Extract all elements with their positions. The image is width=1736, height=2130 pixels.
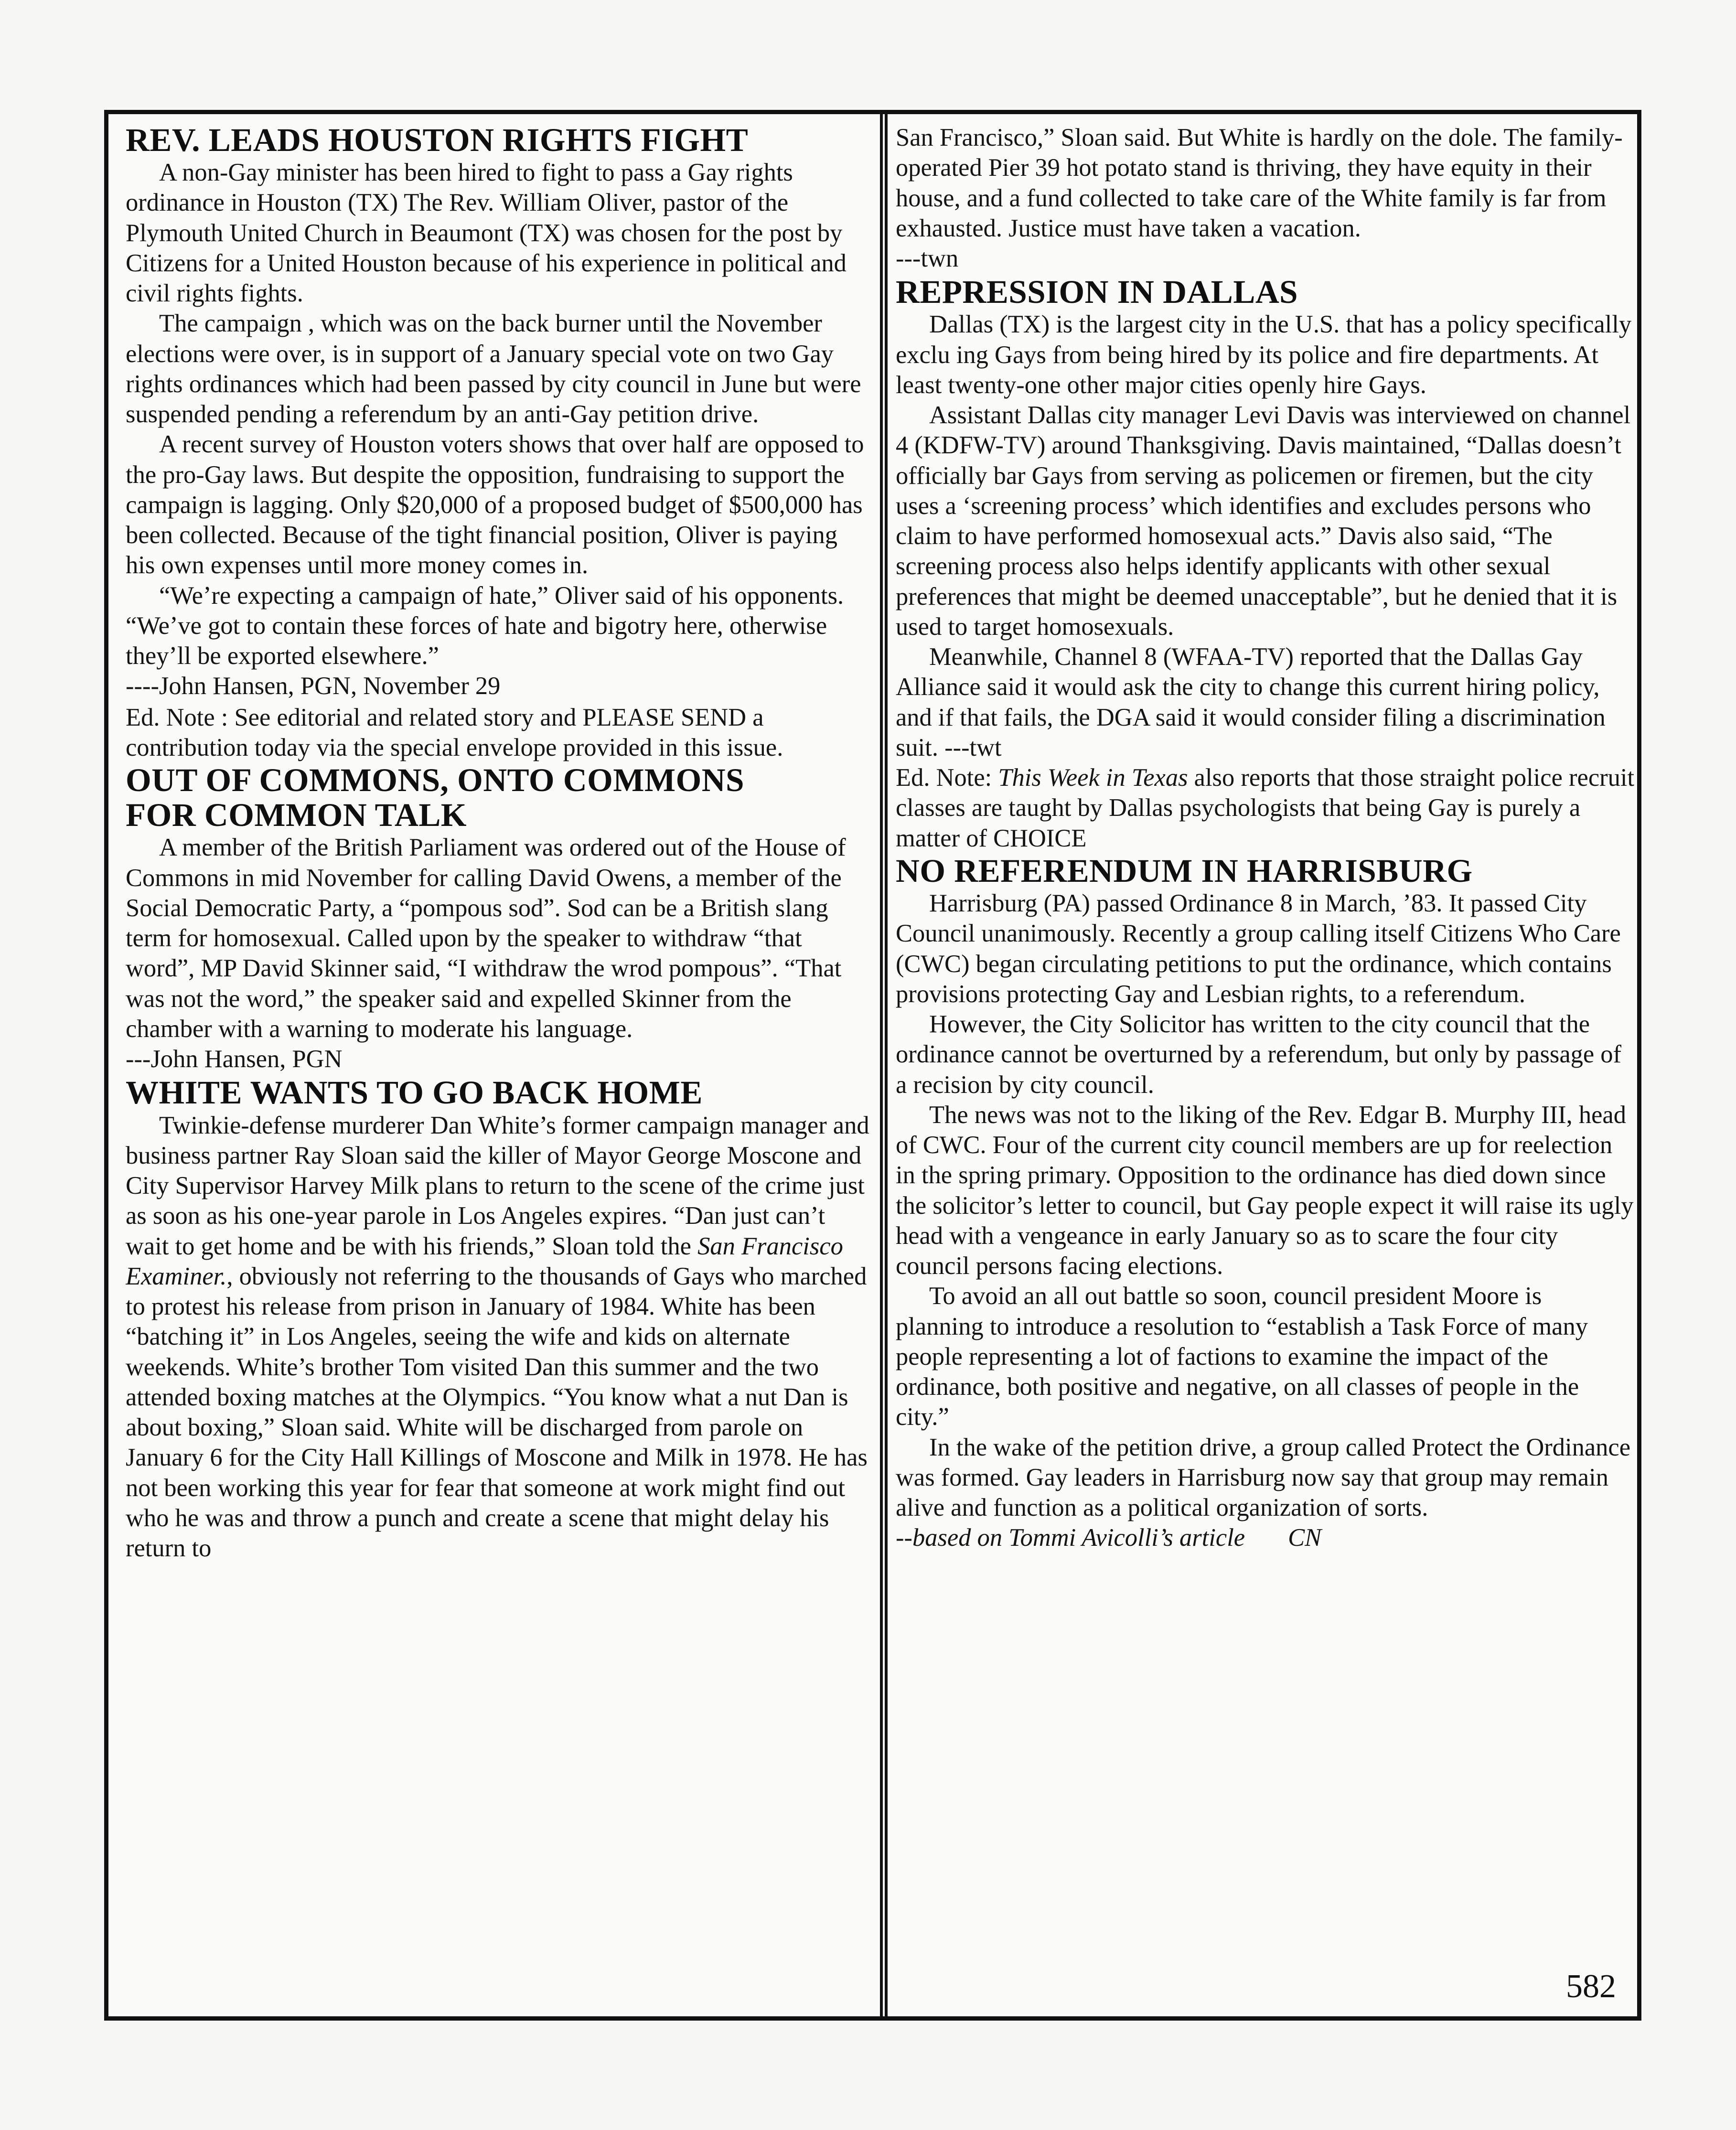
column-divider <box>880 114 888 2016</box>
headline-commons-line-1: OUT OF COMMONS, ONTO COMMONS <box>126 762 744 799</box>
white-text-after: , obviously not referring to the thousands of Gays who marched to protest his release from prison in January of 1984. White has been “batching it” in Los Angeles, seeing the wife and kids on alternate weekends. White’s brother Tom visited Dan this summer and the two attended boxing matches at the Olympics. “You know what a nut Dan is about boxing,” Sloan said. White will be discharged from parole on January 6 for the City Hall Killings of Moscone and Milk in 1978. He has not been working this year for fear that someone at work might find out who he was and throw a punch and create a scene that might delay his return to <box>126 1262 868 1562</box>
harrisburg-paragraph-5: In the wake of the petition drive, a group called Protect the Ordinance was formed. Gay leaders in Harrisburg now say that group may remain alive and function as a political organization of sorts. <box>896 1433 1631 1521</box>
harrisburg-paragraph-4: To avoid an all out battle so soon, council president Moore is planning to introduce a resolution to “establish a Task Force of many people representing a lot of factions to examine the impact of the ordinance, both positive and negative, on all classes of people in the city.” <box>896 1282 1588 1431</box>
left-column <box>126 123 871 2005</box>
harrisburg-paragraph-2: However, the City Solicitor has written to the city council that the ordinance cannot be overturned by a referendum, but only by passage of a recision by city council. <box>896 1010 1622 1099</box>
houston-paragraph-1: A non-Gay minister has been hired to fight to pass a Gay rights ordinance in Houston (TX) The Rev. William Oliver, pastor of the Plymouth United Church in Beaumont (TX) was chosen for the post by Citizens for a United Houston because of his experience in political and civil rights fights. <box>126 159 847 308</box>
white-paragraph-1 <box>126 1111 871 1564</box>
dallas-note-publication: This Week in Texas <box>998 764 1188 792</box>
houston-paragraph-2: The campaign , which was on the back burner until the November elections were over, is in support of a January special vote on two Gay rights ordinances which had been passed by city council in June but were suspended pending a referendum by an anti-Gay petition drive. <box>126 310 861 428</box>
dallas-editor-note <box>896 763 1635 854</box>
dallas-paragraph-3: Meanwhile, Channel 8 (WFAA-TV) reported that the Dallas Gay Alliance said it would ask the city to change this current hiring policy, and if that fails, the DGA said it would consider filing a discrimination suit. ---twt <box>896 643 1606 761</box>
headline-commons-line-2: FOR COMMON TALK <box>126 797 467 834</box>
dallas-paragraph-2: Assistant Dallas city manager Levi Davis was interviewed on channel 4 (KDFW-TV) around Thanksgiving. Davis maintained, “Dallas doesn’t officially bar Gays from serving as policemen or firemen, but the city uses a ‘screening process’ which identifies and excludes persons who claim to have performed homosexual acts.” Davis also said, “The screening process also helps identify applicants with other sexual preferences that might be deemed unacceptable”, but he denied that it is used to target homosexuals. <box>896 401 1631 641</box>
harrisburg-byline <box>896 1523 1635 1553</box>
white-source-title: San Francisco Examiner. <box>126 1232 843 1290</box>
white-text-before: Twinkie-defense murderer Dan White’s former campaign manager and business partner Ray Sloan said the killer of Mayor George Moscone and City Supervisor Harvey Milk plans to return to the scene of the crime just as soon as his one-year parole in Los Angeles expires. “Dan just can’t wait to get home and be with his friends,” Sloan told the <box>126 1111 869 1260</box>
dallas-note-prefix: Ed. Note: <box>896 764 998 792</box>
houston-paragraph-3: A recent survey of Houston voters shows that over half are opposed to the pro-Gay laws. But despite the opposition, fundraising to support the campaign is lagging. Only $20,000 of a proposed budget of $500,000 has been collected. Because of the tight financial position, Oliver is paying his own expenses until more money comes in. <box>126 430 864 579</box>
page-number: 582 <box>1566 1968 1616 2005</box>
dallas-paragraph-1: Dallas (TX) is the largest city in the U.S. that has a policy specifically exclu ing Gays from being hired by its police and fire departments. At least twenty-one other major cities openly hire Gays. <box>896 310 1632 399</box>
houston-paragraph-4: “We’re expecting a campaign of hate,” Oliver said of his opponents. “We’ve got to contain these forces of hate and bigotry here, otherwise they’ll be exported elsewhere.” <box>126 581 844 670</box>
harrisburg-paragraph-1: Harrisburg (PA) passed Ordinance 8 in March, ’83. It passed City Council unanimously. Recently a group calling itself Citizens Who Care (CWC) began circulating petitions to put the ordinance, which contains provisions protecting Gay and Lesbian rights, to a referendum. <box>896 889 1621 1008</box>
white-continuation: San Francisco,” Sloan said. But White is hardly on the dole. The family-operated Pier 39 hot potato stand is thriving, they have equity in their house, and a fund collected to take care of the White family is far from exhausted. Justice must have taken a vacation. <box>896 124 1623 242</box>
headline-commons <box>126 763 871 833</box>
white-byline: ---twn <box>896 245 959 272</box>
headline-white: WHITE WANTS TO GO BACK HOME <box>126 1074 703 1111</box>
commons-paragraph-1: A member of the British Parliament was ordered out of the House of Commons in mid November for calling David Owens, a member of the Social Democratic Party, a “pompous sod”. Sod can be a British slang term for homosexual. Called upon by the speaker to withdraw “that word”, MP David Skinner said, “I withdraw the wrod pompous”. “That was not the word,” the speaker said and expelled Skinner from the chamber with a warning to moderate his language. <box>126 834 846 1043</box>
newsletter-page-frame <box>104 110 1641 2021</box>
commons-byline: ---John Hansen, PGN <box>126 1045 343 1073</box>
houston-editor-note: Ed. Note : See editorial and related story and PLEASE SEND a contribution today via the special envelope provided in this issue. <box>126 703 783 761</box>
headline-harrisburg: NO REFERENDUM IN HARRISBURG <box>896 852 1473 889</box>
headline-houston: REV. LEADS HOUSTON RIGHTS FIGHT <box>126 123 749 158</box>
headline-dallas: REPRESSION IN DALLAS <box>896 274 1298 310</box>
harrisburg-paragraph-3: The news was not to the liking of the Rev. Edgar B. Murphy III, head of CWC. Four of the current city council members are up for reelection in the spring primary. Opposition to the ordinance has died down since the solicitor’s letter to council, but Gay people expect it will raise its ugly head with a vengeance in early January so as to scare the four city council persons facing elections. <box>896 1101 1634 1280</box>
harrisburg-byline-source: --based on Tommi Avicolli’s article <box>896 1524 1245 1552</box>
houston-byline: ----John Hansen, PGN, November 29 <box>126 672 501 700</box>
harrisburg-byline-initials: CN <box>1288 1524 1322 1552</box>
dallas-note-suffix: also reports that those straight police recruit classes are taught by Dallas psychologists that being Gay is purely a matter of CHOICE <box>896 764 1635 852</box>
right-column <box>896 123 1635 2005</box>
